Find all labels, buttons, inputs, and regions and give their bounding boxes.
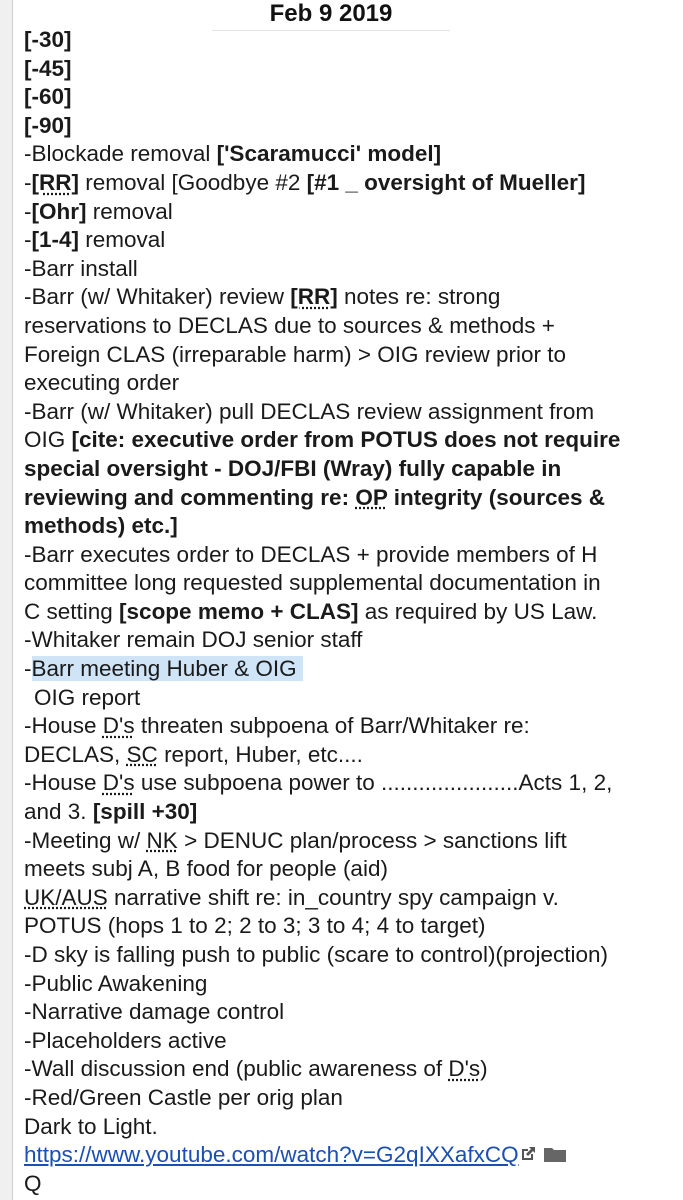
text-line — [24, 884, 680, 913]
line-text: removal — [86, 198, 173, 224]
text-line — [24, 426, 680, 455]
text-line — [24, 455, 680, 484]
line-text: > DENUC plan/process > sanctions lift — [177, 827, 567, 853]
line-text: OIG — [24, 427, 72, 453]
youtube-link[interactable]: https://www.youtube.com/watch?v=G2qIXXafxCQ — [24, 1142, 519, 1168]
text-line: Foreign CLAS (irreparable harm) > OIG review prior to — [24, 341, 567, 367]
line-text: report, Huber, etc.... — [157, 741, 363, 767]
link-line — [24, 1141, 680, 1170]
bold-note: methods) etc.] — [24, 513, 178, 539]
text-line — [24, 169, 680, 198]
bold-note: ['Scaramucci' model] — [216, 141, 442, 167]
line-text: - — [24, 227, 32, 253]
text-line — [24, 484, 680, 513]
bold-note: [cite: executive order from POTUS does not require — [71, 427, 621, 453]
date-header: Feb 9 2019 — [212, 0, 450, 31]
bold-note: special oversight - DOJ/FBI (Wray) fully capable in — [24, 455, 562, 481]
abbr-op: OP — [355, 484, 388, 510]
line-text: threaten subpoena of Barr/Whitaker re: — [134, 713, 530, 739]
text-line: -Public Awakening — [24, 970, 208, 996]
highlighted-text: Barr meeting Huber & OIG — [32, 656, 303, 681]
text-line — [24, 26, 680, 55]
abbr-rr: [RR] — [31, 169, 79, 195]
text-line: reservations to DECLAS due to sources & methods + — [24, 312, 555, 338]
text-line: -Narrative damage control — [24, 999, 285, 1025]
text-line: -D sky is falling push to public (scare to control)(projection) — [24, 942, 608, 967]
text-line: -Barr install — [24, 255, 138, 281]
text-line — [24, 798, 680, 827]
text-line — [24, 198, 680, 227]
text-line: Dark to Light. — [24, 1113, 158, 1139]
text-line: committee long requested supplemental documentation in — [24, 570, 601, 596]
bold-note: reviewing and commenting re: — [24, 484, 356, 510]
line-text: -Wall discussion end (public awareness of — [24, 1056, 449, 1082]
bold-note: [#1 _ oversight of Mueller] — [306, 169, 586, 195]
text-line: executing order — [24, 370, 180, 396]
text-line — [24, 769, 680, 798]
text-line: -Whitaker remain DOJ senior staff — [24, 627, 363, 653]
line-text: -Barr (w/ Whitaker) review — [24, 284, 291, 310]
text-line: -Barr executes order to DECLAS + provide members of H — [24, 541, 598, 567]
text-line — [24, 655, 680, 684]
bold-note: [spill +30] — [92, 799, 198, 825]
text-line — [24, 283, 680, 312]
text-line: POTUS (hops 1 to 2; 2 to 3; 3 to 4; 4 to target) — [24, 913, 486, 939]
line-text: narrative shift re: in_country spy campaign v. — [107, 884, 559, 910]
bold-note: [Ohr] — [31, 198, 87, 224]
text-line — [24, 827, 680, 856]
text-line — [24, 226, 680, 255]
abbr-nk: NK — [146, 827, 178, 853]
bracket-marker: [-90] — [24, 112, 72, 138]
bold-note: [scope memo + CLAS] — [119, 598, 359, 624]
line-text: removal [Goodbye #2 — [78, 169, 307, 195]
signature-line: Q — [24, 1170, 42, 1196]
text-line: -Barr (w/ Whitaker) pull DECLAS review assignment from — [24, 398, 595, 424]
line-text: -House — [24, 713, 103, 739]
text-line — [24, 712, 680, 741]
text-line: meets subj A, B food for people (aid) — [24, 856, 388, 882]
line-text: -Meeting w/ — [24, 827, 147, 853]
text-line — [24, 140, 680, 169]
text-line — [24, 1055, 680, 1084]
bold-note: integrity (sources & — [387, 484, 605, 510]
bracket-marker: [-60] — [24, 84, 72, 110]
line-text: as required by US Law. — [358, 598, 598, 624]
external-link-icon[interactable] — [519, 1142, 537, 1171]
text-line: OIG report — [34, 684, 141, 710]
text-line: -Red/Green Castle per orig plan — [24, 1084, 343, 1110]
line-text: -Blockade removal — [24, 141, 217, 167]
abbr-ds: D's — [102, 713, 135, 739]
bracket-marker: [-45] — [24, 55, 72, 81]
abbr-rr: [RR] — [290, 284, 338, 310]
line-text: - — [24, 169, 32, 195]
line-text: C setting — [24, 598, 120, 624]
text-line — [24, 598, 680, 627]
post-body — [24, 26, 680, 1198]
bracket-marker: [-30] — [24, 27, 72, 52]
abbr-ds: D's — [102, 770, 135, 796]
line-text: removal — [79, 227, 166, 253]
text-line — [24, 83, 680, 112]
text-line — [24, 512, 680, 541]
line-text: -House — [24, 770, 103, 796]
abbr-ds: D's — [448, 1056, 481, 1082]
line-text: notes re: strong — [337, 284, 501, 310]
bold-note: [1-4] — [31, 227, 80, 253]
text-line — [24, 55, 680, 84]
abbr-uk-aus: UK/AUS — [24, 884, 108, 910]
line-text: - — [24, 198, 32, 224]
line-text: - — [24, 656, 32, 682]
text-line — [24, 741, 680, 770]
text-line — [24, 112, 680, 141]
line-text: ) — [480, 1056, 488, 1082]
abbr-sc: SC — [126, 741, 158, 767]
text-line: -Placeholders active — [24, 1027, 227, 1053]
folder-icon[interactable] — [543, 1142, 567, 1171]
line-text: and 3. — [24, 799, 93, 825]
line-text: DECLAS, — [24, 741, 127, 767]
line-text: use subpoena power to ......................Acts 1, 2, — [134, 770, 613, 796]
